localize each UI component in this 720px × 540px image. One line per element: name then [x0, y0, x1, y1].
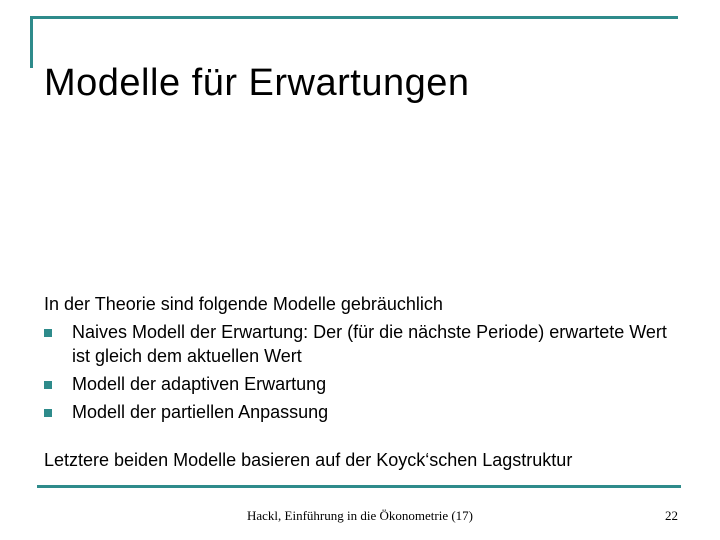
slide-title: Modelle für Erwartungen	[44, 62, 470, 104]
bullet-list	[44, 320, 684, 424]
square-bullet-icon	[44, 381, 52, 389]
top-decorative-rule	[30, 16, 678, 19]
square-bullet-icon	[44, 409, 52, 417]
slide-body	[44, 292, 684, 428]
list-item	[44, 400, 684, 424]
square-bullet-icon	[44, 329, 52, 337]
intro-text: In der Theorie sind folgende Modelle gebräuchlich	[44, 294, 443, 314]
list-item	[44, 372, 684, 396]
bullet-text: Naives Modell der Erwartung: Der (für die nächste Periode) erwartete Wert ist gleich dem aktuellen Wert	[72, 322, 667, 366]
page-number: 22	[665, 508, 678, 523]
bullet-text: Modell der partiellen Anpassung	[72, 402, 329, 422]
list-item	[44, 320, 684, 368]
summary-text: Letztere beiden Modelle basieren auf der Koyck‘schen Lagstruktur	[44, 450, 573, 470]
left-decorative-rule	[30, 16, 33, 68]
footer-text: Hackl, Einführung in die Ökonometrie (17)	[247, 508, 473, 523]
bullet-text: Modell der adaptiven Erwartung	[72, 374, 327, 394]
bottom-decorative-rule	[37, 485, 681, 488]
